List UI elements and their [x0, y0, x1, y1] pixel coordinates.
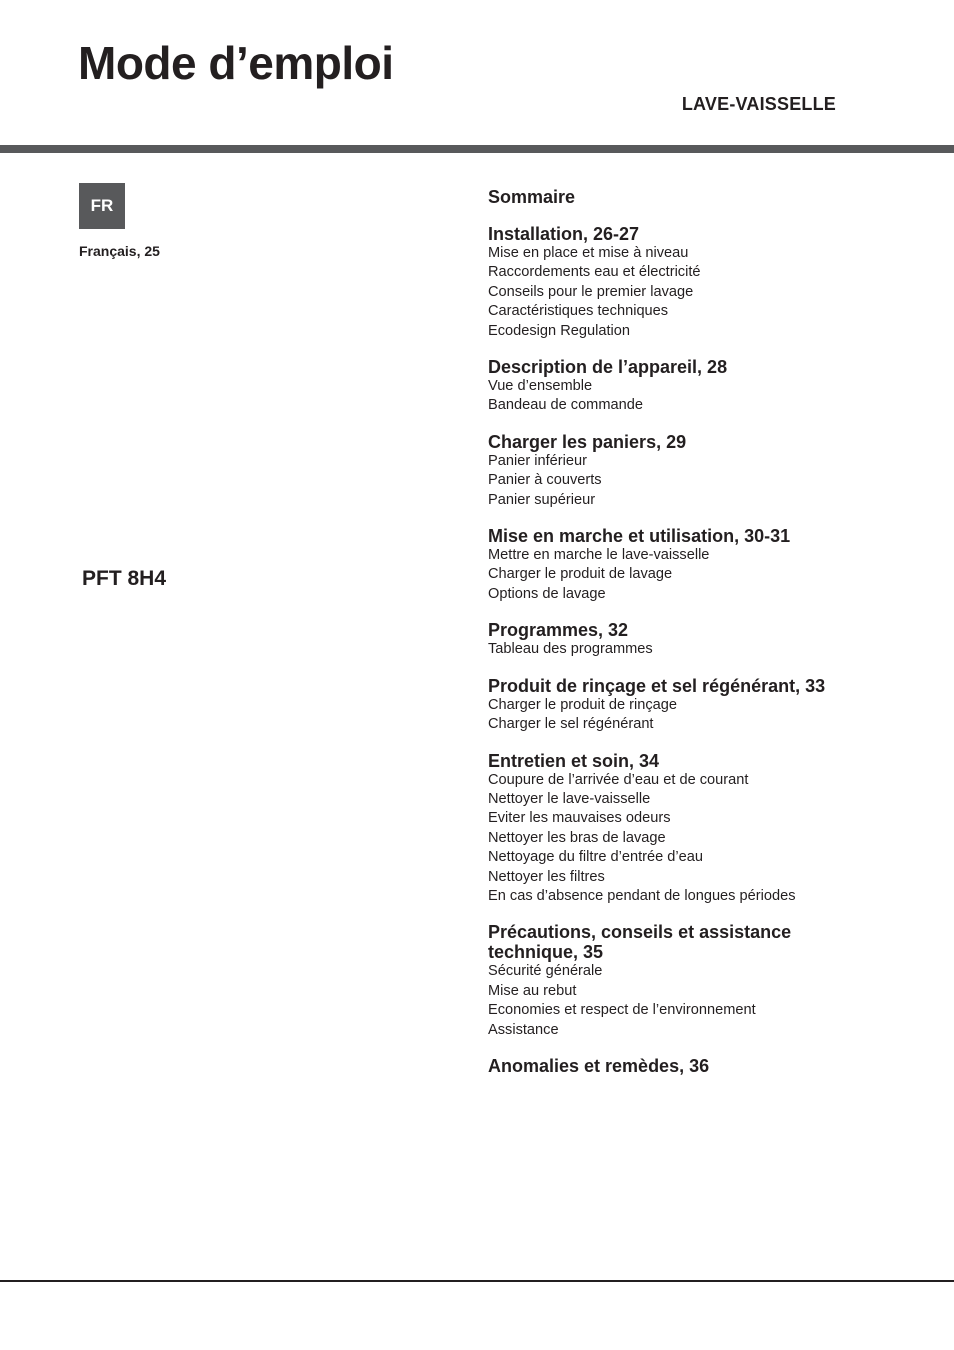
toc-section-title[interactable]: Entretien et soin, 34 [488, 750, 660, 771]
toc-item[interactable]: Charger le produit de lavage [488, 566, 673, 583]
toc-section-description [488, 357, 908, 416]
toc-section-title[interactable]: Anomalies et remèdes, 36 [488, 1055, 710, 1076]
toc-section-mise-en-marche [488, 526, 908, 604]
toc-section-title[interactable]: Installation, 26-27 [488, 224, 640, 244]
toc-item-list [488, 640, 908, 659]
toc-item[interactable]: Mettre en marche le lave-vaisselle [488, 547, 710, 564]
toc-item[interactable]: Ecodesign Regulation [488, 322, 630, 339]
model-number: PFT 8H4 [82, 567, 167, 590]
toc-section-title[interactable]: Produit de rinçage et sel régénérant, 33 [488, 675, 826, 696]
language-page-ref[interactable]: Français, 25 [79, 243, 160, 259]
toc-item[interactable]: En cas d’absence pendant de longues périodes [488, 887, 796, 904]
toc-item[interactable]: Options de lavage [488, 585, 606, 602]
toc-item[interactable]: Vue d’ensemble [488, 378, 593, 395]
toc-item[interactable]: Conseils pour le premier lavage [488, 283, 694, 300]
toc-item[interactable]: Mise au rebut [488, 982, 577, 999]
toc-item[interactable]: Nettoyer les bras de lavage [488, 829, 666, 846]
toc-item[interactable]: Panier à couverts [488, 472, 602, 489]
toc-section-title[interactable]: Mise en marche et utilisation, 30-31 [488, 526, 791, 547]
toc-section-title[interactable]: Charger les paniers, 29 [488, 431, 687, 452]
toc-item[interactable]: Nettoyer le lave-vaisselle [488, 790, 651, 807]
toc-item-list [488, 377, 908, 416]
toc-item[interactable]: Bandeau de commande [488, 397, 643, 414]
toc-section-title[interactable]: Programmes, 32 [488, 620, 629, 641]
toc-item[interactable]: Panier supérieur [488, 491, 596, 508]
toc-item-list [488, 696, 908, 735]
toc-item[interactable]: Charger le produit de rinçage [488, 696, 678, 713]
page-title: Mode d’emploi [78, 37, 394, 89]
toc-item[interactable]: Mise en place et mise à niveau [488, 245, 689, 261]
toc-section-precautions [488, 922, 908, 1040]
language-badge: FR [79, 183, 125, 229]
toc-item[interactable]: Charger le sel régénérant [488, 716, 654, 733]
toc-heading: Sommaire [488, 187, 576, 207]
toc-section-installation [488, 224, 908, 341]
toc-item[interactable]: Economies et respect de l’environnement [488, 1002, 756, 1019]
toc-item-list [488, 244, 908, 341]
toc-section-anomalies [488, 1056, 908, 1076]
toc-section-paniers [488, 432, 908, 510]
footer-divider [0, 1280, 954, 1282]
toc-item-list [488, 546, 908, 604]
toc-section-programmes [488, 620, 908, 659]
toc-section-rincage-sel [488, 676, 908, 735]
toc-item[interactable]: Nettoyage du filtre d’entrée d’eau [488, 849, 703, 866]
toc-item[interactable]: Tableau des programmes [488, 641, 653, 658]
toc-item[interactable]: Coupure de l’arrivée d’eau et de courant [488, 771, 749, 788]
toc-item[interactable]: Nettoyer les filtres [488, 868, 605, 885]
toc-item[interactable]: Raccordements eau et électricité [488, 264, 701, 281]
toc-item[interactable]: Panier inférieur [488, 452, 587, 469]
toc-item[interactable]: Eviter les mauvaises odeurs [488, 810, 671, 827]
product-category: LAVE-VAISSELLE [681, 94, 836, 114]
table-of-contents [488, 186, 908, 1092]
header-divider [0, 145, 954, 153]
toc-item-list [488, 962, 908, 1040]
toc-section-title[interactable]: Précautions, conseils et assistance technique, 35 [488, 922, 792, 963]
toc-item-list [488, 452, 908, 510]
toc-item[interactable]: Assistance [488, 1021, 559, 1038]
toc-item[interactable]: Sécurité générale [488, 963, 603, 980]
toc-item-list [488, 771, 908, 907]
toc-item[interactable]: Caractéristiques techniques [488, 303, 669, 320]
toc-section-title[interactable]: Description de l’appareil, 28 [488, 357, 728, 378]
toc-section-entretien [488, 751, 908, 907]
